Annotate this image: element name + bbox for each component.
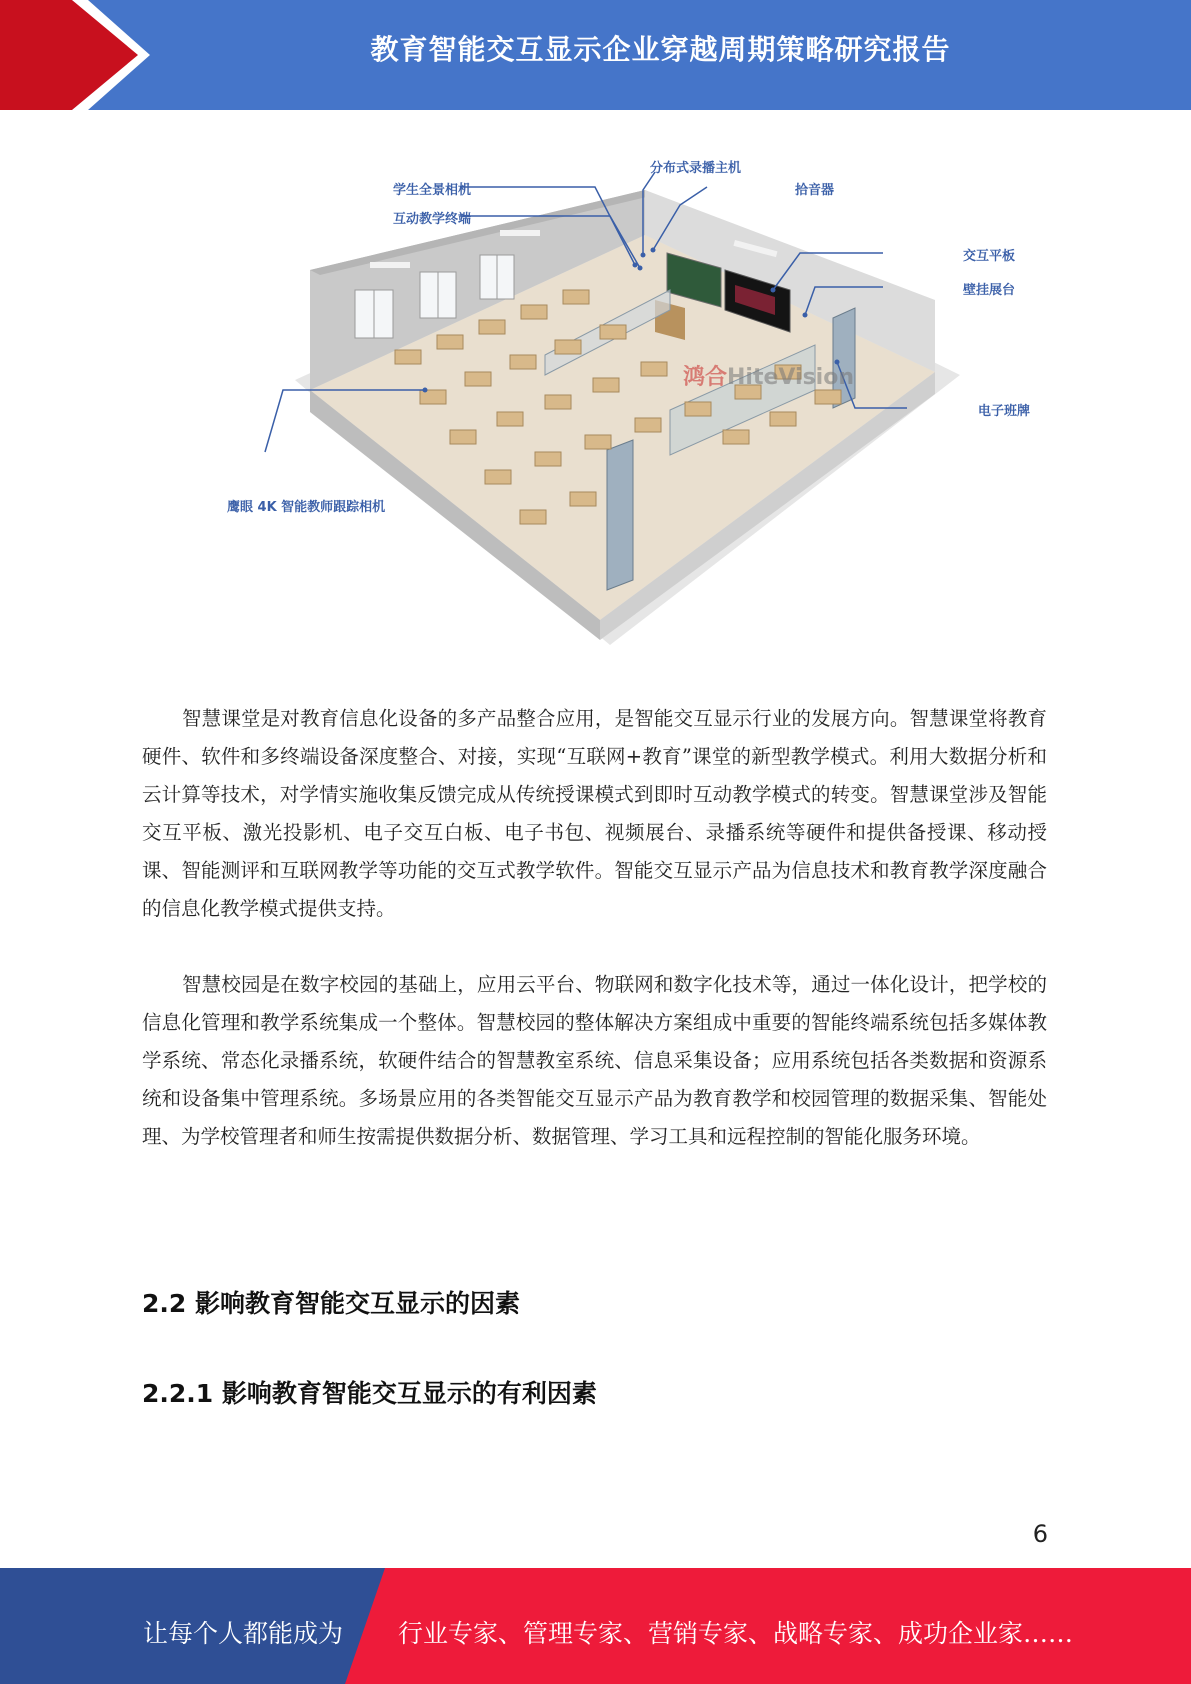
callout-panel: 交互平板: [963, 249, 1016, 264]
callout-teacher-camera: 鹰眼 4K 智能教师跟踪相机: [227, 500, 386, 515]
watermark-brand: HiteVision: [727, 365, 854, 390]
callout-booth: 壁挂展台: [963, 283, 1016, 298]
callout-terminal: 互动教学终端: [393, 212, 472, 227]
callout-host: 分布式录播主机: [650, 161, 742, 176]
smart-classroom-figure: [215, 150, 1065, 650]
page-number: 6: [1032, 1520, 1048, 1548]
section-heading-2-2-1: 2.2.1 影响教育智能交互显示的有利因素: [142, 1379, 597, 1408]
section-heading-2-2: 2.2 影响教育智能交互显示的因素: [142, 1289, 520, 1318]
page-header: [0, 0, 1191, 110]
classroom-illustration: [215, 150, 1065, 650]
paragraph-smart-classroom: 智慧课堂是对教育信息化设备的多产品整合应用，是智能交互显示行业的发展方向。智慧课堂将教育硬件、软件和多终端设备深度整合、对接，实现“互联网+教育”课堂的新型教学模式。利用大数据分析和云计算等技术，对学情实施收集反馈完成从传统授课模式到即时互动教学模式的转变。智慧课堂涉及智能交互平板、激光投影机、电子交互白板、电子书包、视频展台、录播系统等硬件和提供备授课、移动授课、智能测评和互联网教学等功能的交互式教学软件。智能交互显示产品为信息技术和教育教学深度融合的信息化教学模式提供支持。: [142, 707, 1047, 920]
callout-class-sign: 电子班牌: [978, 404, 1031, 419]
footer-slogan-right: 行业专家、管理专家、营销专家、战略专家、成功企业家……: [398, 1619, 1074, 1648]
watermark-prefix: 鸿合: [683, 365, 728, 390]
header-arrow-decoration: [0, 0, 160, 110]
brand-watermark: [683, 360, 854, 391]
report-title: 教育智能交互显示企业穿越周期策略研究报告: [370, 33, 951, 66]
footer-slogan-left: 让每个人都能成为: [143, 1619, 344, 1648]
callout-mic: 拾音器: [795, 183, 835, 198]
paragraph-smart-campus: 智慧校园是在数字校园的基础上，应用云平台、物联网和数字化技术等，通过一体化设计，把学校的信息化管理和教学系统集成一个整体。智慧校园的整体解决方案组成中重要的智能终端系统包括多媒体教学系统、常态化录播系统，软硬件结合的智慧教室系统、信息采集设备；应用系统包括各类数据和资源系统和设备集中管理系统。多场景应用的各类智能交互显示产品为教育教学和校园管理的数据采集、智能处理、为学校管理者和师生按需提供数据分析、数据管理、学习工具和远程控制的智能化服务环境。: [142, 973, 1047, 1148]
callout-student-camera: 学生全景相机: [393, 183, 472, 198]
